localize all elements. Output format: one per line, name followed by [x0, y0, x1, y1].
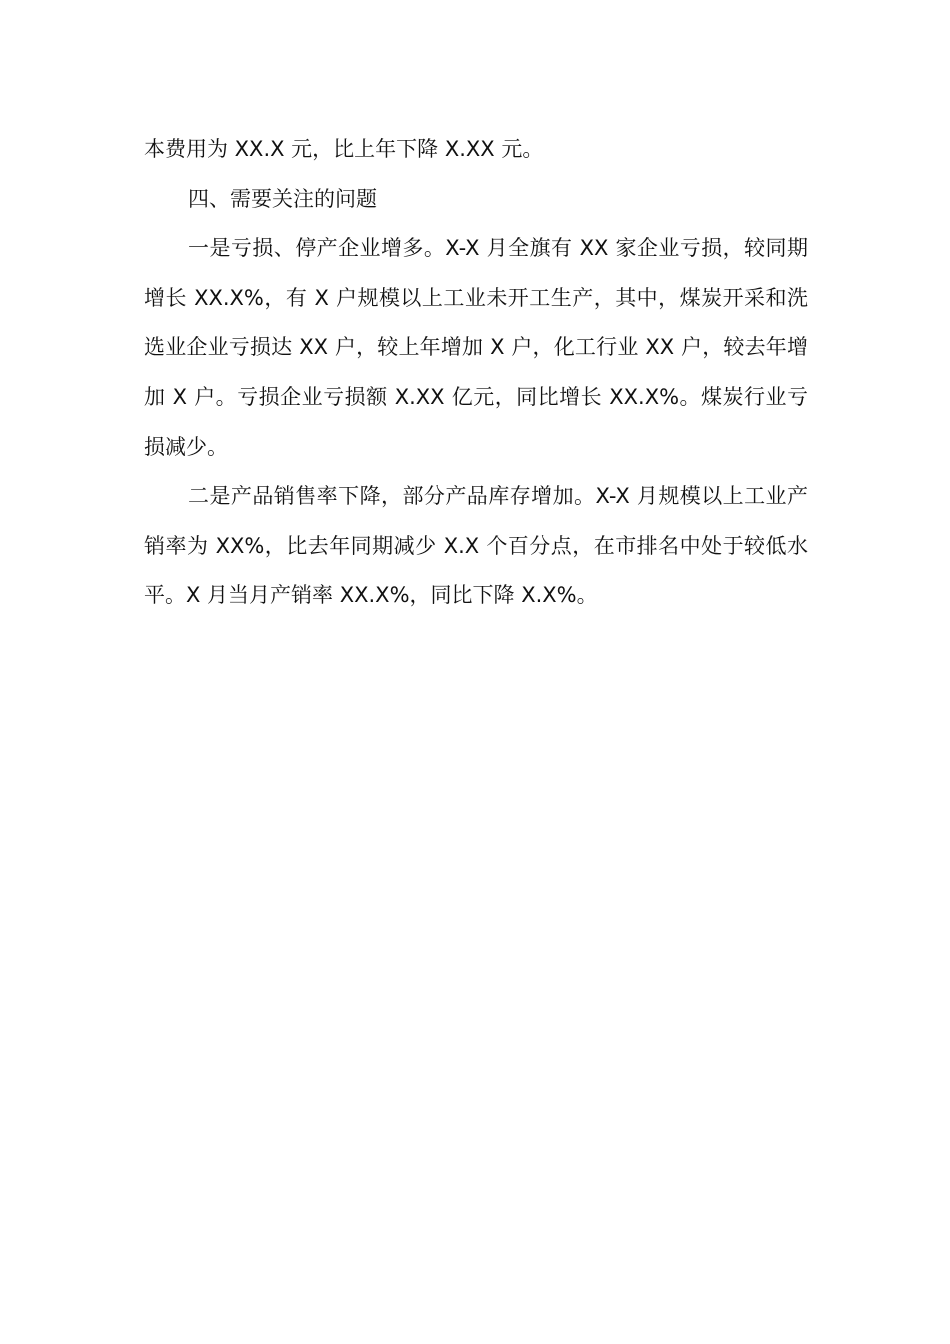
paragraph-issue-one: 一是亏损、停产企业增多。X-X 月全旗有 XX 家企业亏损，较同期增长 XX.X%，有 X 户规模以上工业未开工生产，其中，煤炭开采和洗选业企业亏损达 XX 户，较上年增加 X 户，化工行业 XX 户，较去年增加 X 户。亏损企业亏损额 X.XX 亿元，同比增长 XX.X%。煤炭行业亏损减少。 — [144, 236, 808, 459]
document-body — [144, 125, 808, 621]
section-heading: 四、需要关注的问题 — [188, 186, 377, 211]
paragraph-issue-two: 二是产品销售率下降，部分产品库存增加。X-X 月规模以上工业产销率为 XX%，比去年同期减少 X.X 个百分点，在市排名中处于较低水平。X 月当月产销率 XX.X%，同比下降 X.X%。 — [144, 484, 808, 608]
paragraph-continuation: 本费用为 XX.X 元，比上年下降 X.XX 元。 — [144, 137, 544, 161]
